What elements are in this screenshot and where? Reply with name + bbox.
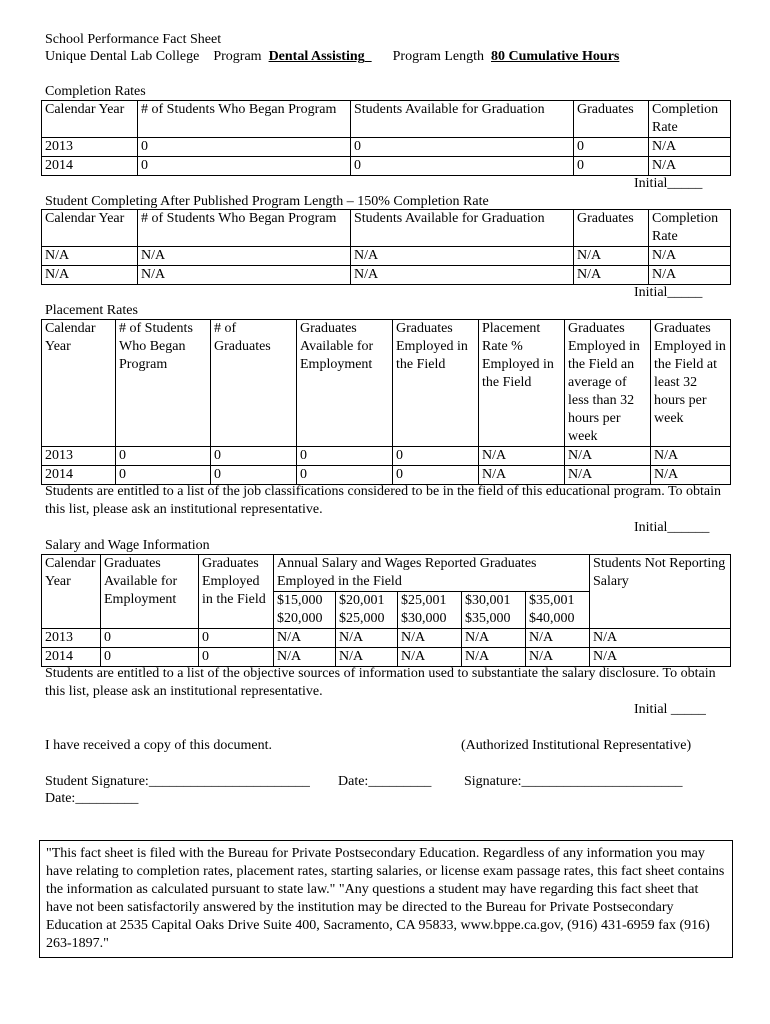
table-cell: N/A: [649, 157, 731, 176]
salary-table: [41, 554, 731, 667]
authorized-rep-label: (Authorized Institutional Representative): [461, 738, 692, 753]
salary-range-cell: $35,001 $40,000: [526, 592, 590, 629]
table-row: [42, 648, 731, 667]
table-cell: N/A: [138, 247, 351, 266]
salary-range-cell: $30,001 $35,000: [462, 592, 526, 629]
bppe-notice: "This fact sheet is filed with the Bureau for Private Postsecondary Education. Regardless of any information you may have relating to completion rates, placement rates, starting salaries, or license exam passage rates, this fact sheet contains the information as calculated pursuant to state law." "Any questions a student may have regarding this fact sheet that have not been satisfactorily answered by the institution may be directed to the Bureau for Private Postsecondary Education at 2535 Capital Oaks Drive Suite 400, Sacramento, CA 95833, www.bppe.ca.gov, (916) 431-6959 fax (916) 263-1897.": [39, 840, 733, 958]
table-cell: 2013: [42, 629, 101, 648]
completion150-initial: Initial_____: [634, 285, 703, 300]
table-header-cell: Graduates Available for Employment: [297, 320, 393, 447]
table-row: [42, 247, 731, 266]
table-cell: 0: [199, 648, 274, 667]
table-header-cell: # of Students Who Began Program: [138, 210, 351, 247]
table-cell: 0: [297, 466, 393, 485]
table-header-cell: Calendar Year: [42, 210, 138, 247]
table-cell: 0: [393, 447, 479, 466]
table-cell: N/A: [398, 629, 462, 648]
table-header-row: [42, 555, 731, 592]
table-cell: N/A: [274, 629, 336, 648]
table-row: [42, 157, 731, 176]
table-header-cell: Graduates Employed in the Field at least 32 hours per week: [651, 320, 731, 447]
salary-range-cell: $20,001 $25,000: [336, 592, 398, 629]
table-header-cell: Calendar Year: [42, 320, 116, 447]
placement-note: Students are entitled to a list of the job classifications considered to be in the field of this educational program. To obtain this list, please ask an institutional representative.: [45, 484, 722, 517]
table-cell: 2013: [42, 447, 116, 466]
completion-initial: Initial_____: [634, 176, 703, 191]
program-label: Program: [213, 49, 262, 64]
length-value: 80 Cumulative Hours: [491, 49, 620, 64]
salary-range-cell: $25,001 $30,000: [398, 592, 462, 629]
table-row: [42, 447, 731, 466]
table-cell: 0: [393, 466, 479, 485]
completion150-title: Student Completing After Published Program Length – 150% Completion Rate: [45, 194, 489, 209]
table-header-cell: Placement Rate % Employed in the Field: [479, 320, 565, 447]
table-cell: 0: [574, 138, 649, 157]
table-cell: N/A: [565, 466, 651, 485]
table-header-cell: Students Available for Graduation: [351, 101, 574, 138]
table-cell: 2014: [42, 648, 101, 667]
table-cell: 0: [351, 157, 574, 176]
rep-signature-field[interactable]: Signature:_______________________: [464, 774, 683, 789]
table-cell: N/A: [526, 629, 590, 648]
table-row: [42, 266, 731, 285]
salary-range-cell: $15,000 $20,000: [274, 592, 336, 629]
completion-title: Completion Rates: [45, 84, 146, 99]
table-cell: N/A: [649, 247, 731, 266]
table-row: [42, 629, 731, 648]
table-header-cell: Calendar Year: [42, 101, 138, 138]
table-cell: 0: [574, 157, 649, 176]
table-cell: N/A: [649, 266, 731, 285]
table-cell: 0: [138, 157, 351, 176]
table-header-cell: Graduates Employed in the Field an average of less than 32 hours per week: [565, 320, 651, 447]
table-cell: N/A: [398, 648, 462, 667]
table-header-cell: Calendar Year: [42, 555, 101, 629]
table-cell: N/A: [590, 648, 731, 667]
salary-initial: Initial _____: [634, 702, 706, 717]
table-header-cell: # of Graduates: [211, 320, 297, 447]
table-cell: 0: [351, 138, 574, 157]
table-header-row: [42, 320, 731, 447]
salary-note: Students are entitled to a list of the objective sources of information used to substantiate the salary disclosure. To obtain this list, please ask an institutional representative.: [45, 666, 716, 699]
table-cell: N/A: [351, 247, 574, 266]
table-cell: N/A: [138, 266, 351, 285]
table-cell: N/A: [42, 266, 138, 285]
program-name: Dental Assisting: [268, 49, 365, 64]
table-header-cell: Graduates Employed in the Field: [393, 320, 479, 447]
table-row: [42, 466, 731, 485]
table-cell: N/A: [565, 447, 651, 466]
table-cell: N/A: [574, 247, 649, 266]
placement-initial: Initial______: [634, 520, 710, 535]
table-header-row: [42, 210, 731, 247]
student-date-field[interactable]: Date:_________: [338, 774, 432, 789]
placement-title: Placement Rates: [45, 303, 138, 318]
table-cell: 0: [138, 138, 351, 157]
table-header-cell: Graduates: [574, 101, 649, 138]
table-cell: N/A: [479, 447, 565, 466]
table-header-cell: # of Students Who Began Program: [138, 101, 351, 138]
table-cell: 0: [211, 447, 297, 466]
table-header-cell: Completion Rate: [649, 210, 731, 247]
completion150-table: [41, 209, 731, 285]
table-header-cell: Students Not Reporting Salary: [590, 555, 731, 629]
table-cell: N/A: [462, 648, 526, 667]
rep-date-field[interactable]: Date:_________: [45, 791, 139, 806]
table-cell: N/A: [336, 629, 398, 648]
table-cell: 2014: [42, 466, 116, 485]
table-cell: N/A: [651, 466, 731, 485]
school-name: Unique Dental Lab College: [45, 49, 200, 64]
table-cell: N/A: [479, 466, 565, 485]
student-signature-field[interactable]: Student Signature:_______________________: [45, 774, 310, 789]
table-row: [42, 138, 731, 157]
table-cell: 0: [116, 466, 211, 485]
table-cell: N/A: [590, 629, 731, 648]
table-header-cell: Students Available for Graduation: [351, 210, 574, 247]
table-header-cell: Annual Salary and Wages Reported Graduates Employed in the Field: [274, 555, 590, 592]
table-cell: 0: [211, 466, 297, 485]
table-cell: 0: [116, 447, 211, 466]
table-cell: N/A: [651, 447, 731, 466]
table-cell: N/A: [462, 629, 526, 648]
table-header-cell: Graduates: [574, 210, 649, 247]
received-statement: I have received a copy of this document.: [45, 738, 273, 753]
table-cell: N/A: [526, 648, 590, 667]
table-cell: 2013: [42, 138, 138, 157]
table-cell: N/A: [649, 138, 731, 157]
table-header-cell: Graduates Employed in the Field: [199, 555, 274, 629]
table-cell: 0: [297, 447, 393, 466]
completion-table: [41, 100, 731, 176]
table-cell: 0: [101, 629, 199, 648]
table-cell: N/A: [42, 247, 138, 266]
table-header-cell: Graduates Available for Employment: [101, 555, 199, 629]
table-cell: 0: [199, 629, 274, 648]
page-title: School Performance Fact Sheet: [45, 32, 222, 47]
length-label: Program Length: [392, 49, 485, 64]
table-header-row: [42, 101, 731, 138]
table-cell: N/A: [351, 266, 574, 285]
table-header-cell: Completion Rate: [649, 101, 731, 138]
table-cell: 0: [101, 648, 199, 667]
placement-table: [41, 319, 731, 485]
table-header-cell: # of Students Who Began Program: [116, 320, 211, 447]
table-cell: N/A: [574, 266, 649, 285]
table-cell: N/A: [336, 648, 398, 667]
salary-title: Salary and Wage Information: [45, 538, 210, 553]
table-cell: 2014: [42, 157, 138, 176]
program-line: [45, 48, 619, 65]
table-cell: N/A: [274, 648, 336, 667]
